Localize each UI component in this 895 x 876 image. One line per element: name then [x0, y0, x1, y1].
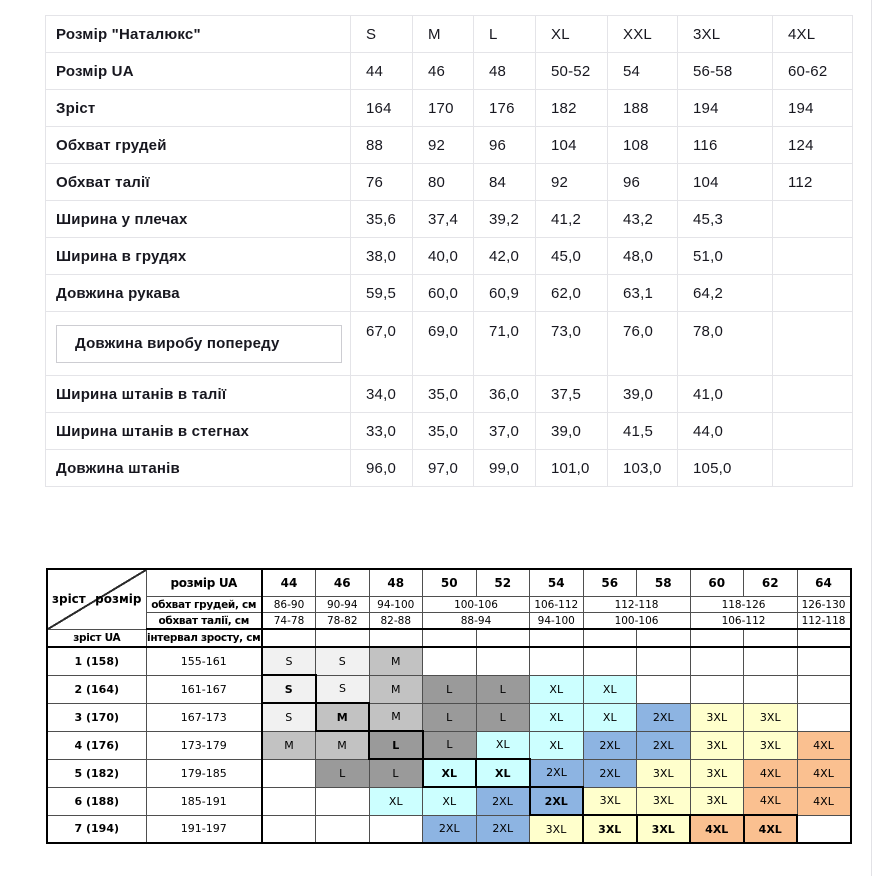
value-cell: 88 [351, 127, 413, 164]
size-cell: S [316, 647, 370, 675]
size-cell: 2XL [476, 815, 530, 843]
size-header-cell: 60 [690, 569, 744, 597]
empty-cell [369, 815, 423, 843]
size-cell: 3XL [690, 731, 744, 759]
value-cell: 96 [608, 164, 678, 201]
size-cell: 3XL [637, 787, 691, 815]
value-cell: 37,5 [536, 376, 608, 413]
size-cell: 2XL [583, 731, 637, 759]
matrix-header-chest-row [47, 597, 851, 613]
value-cell: 97,0 [413, 450, 474, 487]
value-cell: 67,0 [351, 312, 413, 376]
corner-size-axis-label: розмір [95, 592, 142, 607]
value-cell: L [474, 16, 536, 53]
empty-cell [316, 815, 370, 843]
row-label: Розмір UA [46, 53, 351, 90]
size-cell: S [262, 647, 316, 675]
size-cell: 4XL [744, 787, 798, 815]
size-cell: 2XL [637, 731, 691, 759]
waist-range-cell: 94-100 [530, 613, 584, 630]
size-header-cell: 44 [262, 569, 316, 597]
matrix-row [47, 703, 851, 731]
waist-range-cell: 88-94 [423, 613, 530, 630]
value-cell: 39,0 [608, 376, 678, 413]
empty-cell [262, 815, 316, 843]
size-header-cell: 56 [583, 569, 637, 597]
size-cell: 4XL [797, 787, 851, 815]
chest-range-cell: 118-126 [690, 597, 797, 613]
value-cell: 76,0 [608, 312, 678, 376]
empty-cell [744, 629, 798, 647]
value-cell: 60-62 [773, 53, 853, 90]
empty-cell [262, 787, 316, 815]
matrix-row [47, 647, 851, 675]
size-cell: L [423, 675, 477, 703]
value-cell: 73,0 [536, 312, 608, 376]
size-header-cell: 46 [316, 569, 370, 597]
height-interval-cell: 191-197 [146, 815, 262, 843]
value-cell: 35,0 [413, 413, 474, 450]
matrix-row [47, 675, 851, 703]
size-cell: L [316, 759, 370, 787]
empty-cell [637, 629, 691, 647]
value-cell: 45,0 [536, 238, 608, 275]
size-cell: S [262, 703, 316, 731]
table-row [46, 90, 853, 127]
value-cell: 48,0 [608, 238, 678, 275]
value-cell: 41,0 [678, 376, 773, 413]
height-row-label: 5 (182) [47, 759, 146, 787]
value-cell: 35,0 [413, 376, 474, 413]
empty-cell [797, 703, 851, 731]
chest-row-label: обхват грудей, см [146, 597, 262, 613]
size-header-cell: 62 [744, 569, 798, 597]
size-cell: 3XL [690, 703, 744, 731]
size-cell: M [369, 647, 423, 675]
size-cell: L [369, 731, 423, 759]
row-label: Ширина у плечах [46, 201, 351, 238]
value-cell: 170 [413, 90, 474, 127]
value-cell: 40,0 [413, 238, 474, 275]
size-cell: 4XL [744, 815, 798, 843]
chest-range-cell: 126-130 [797, 597, 851, 613]
waist-range-cell: 106-112 [690, 613, 797, 630]
value-cell: 63,1 [608, 275, 678, 312]
size-cell: 4XL [690, 815, 744, 843]
height-interval-cell: 167-173 [146, 703, 262, 731]
height-row-label: 6 (188) [47, 787, 146, 815]
empty-cell [637, 647, 691, 675]
row-label: Розмір "Наталюкс" [46, 16, 351, 53]
size-cell: XL [423, 787, 477, 815]
size-cell: M [316, 703, 370, 731]
value-cell: 36,0 [474, 376, 536, 413]
value-cell: 92 [413, 127, 474, 164]
value-cell: 60,0 [413, 275, 474, 312]
value-cell: 78,0 [678, 312, 773, 376]
chest-range-cell: 100-106 [423, 597, 530, 613]
matrix-subheader-row [47, 629, 851, 647]
chest-range-cell: 94-100 [369, 597, 423, 613]
value-cell: 104 [536, 127, 608, 164]
value-cell [773, 201, 853, 238]
size-cell: L [476, 703, 530, 731]
size-cell: 3XL [690, 787, 744, 815]
value-cell: 182 [536, 90, 608, 127]
value-cell: 194 [773, 90, 853, 127]
matrix-header-waist-row [47, 613, 851, 630]
size-cell: 4XL [744, 759, 798, 787]
empty-cell [637, 675, 691, 703]
size-cell: 4XL [797, 731, 851, 759]
value-cell: M [413, 16, 474, 53]
value-cell [773, 376, 853, 413]
size-cell: XL [583, 675, 637, 703]
matrix-row [47, 815, 851, 843]
size-header-cell: 48 [369, 569, 423, 597]
size-cell: S [262, 675, 316, 703]
value-cell: 99,0 [474, 450, 536, 487]
table-row [46, 376, 853, 413]
size-cell: 3XL [637, 815, 691, 843]
size-header-cell: 50 [423, 569, 477, 597]
row-label [46, 312, 351, 376]
size-cell: L [423, 703, 477, 731]
value-cell: 39,0 [536, 413, 608, 450]
size-cell: XL [530, 675, 584, 703]
row-label: Ширина в грудях [46, 238, 351, 275]
size-cell: 3XL [744, 731, 798, 759]
value-cell: 38,0 [351, 238, 413, 275]
empty-cell [797, 675, 851, 703]
value-cell: S [351, 16, 413, 53]
value-cell: 124 [773, 127, 853, 164]
size-cell: XL [476, 731, 530, 759]
size-row-label: розмір UA [146, 569, 262, 597]
value-cell: 3XL [678, 16, 773, 53]
empty-cell [423, 647, 477, 675]
waist-row-label: обхват талії, см [146, 613, 262, 630]
value-cell: 44,0 [678, 413, 773, 450]
value-cell: 103,0 [608, 450, 678, 487]
size-header-cell: 54 [530, 569, 584, 597]
value-cell: 59,5 [351, 275, 413, 312]
size-cell: 3XL [744, 703, 798, 731]
waist-range-cell: 112-118 [797, 613, 851, 630]
size-cell: 3XL [690, 759, 744, 787]
value-cell: 105,0 [678, 450, 773, 487]
waist-range-cell: 82-88 [369, 613, 423, 630]
value-cell: 39,2 [474, 201, 536, 238]
size-cell: L [476, 675, 530, 703]
chest-range-cell: 86-90 [262, 597, 316, 613]
empty-cell [797, 647, 851, 675]
value-cell: 56-58 [678, 53, 773, 90]
value-cell: 41,2 [536, 201, 608, 238]
empty-cell [583, 647, 637, 675]
value-cell: 176 [474, 90, 536, 127]
height-interval-cell: 179-185 [146, 759, 262, 787]
row-label: Ширина штанів в талії [46, 376, 351, 413]
height-interval-cell: 173-179 [146, 731, 262, 759]
value-cell: 194 [678, 90, 773, 127]
value-cell: 64,2 [678, 275, 773, 312]
height-interval-cell: 161-167 [146, 675, 262, 703]
empty-cell [797, 629, 851, 647]
size-cell: S [316, 675, 370, 703]
size-header-cell: 52 [476, 569, 530, 597]
matrix-row [47, 731, 851, 759]
table-row [46, 127, 853, 164]
value-cell: 45,3 [678, 201, 773, 238]
matrix-row [47, 759, 851, 787]
size-cell: XL [530, 703, 584, 731]
row-label: Довжина штанів [46, 450, 351, 487]
row-label: Довжина рукава [46, 275, 351, 312]
corner-cell [47, 569, 146, 629]
height-interval-cell: 185-191 [146, 787, 262, 815]
empty-cell [530, 647, 584, 675]
value-cell: 44 [351, 53, 413, 90]
size-cell: XL [369, 787, 423, 815]
boxed-row-label: Довжина виробу попереду [56, 325, 342, 363]
size-cell: M [262, 731, 316, 759]
value-cell: 34,0 [351, 376, 413, 413]
size-cell: 2XL [583, 759, 637, 787]
empty-cell [530, 629, 584, 647]
value-cell: 42,0 [474, 238, 536, 275]
value-cell: 71,0 [474, 312, 536, 376]
empty-cell [262, 759, 316, 787]
table-row [46, 275, 853, 312]
matrix-row [47, 787, 851, 815]
waist-range-cell: 74-78 [262, 613, 316, 630]
value-cell: 37,0 [474, 413, 536, 450]
height-row-label: 2 (164) [47, 675, 146, 703]
row-label: Обхват талії [46, 164, 351, 201]
value-cell: 37,4 [413, 201, 474, 238]
empty-cell [744, 647, 798, 675]
value-cell: 46 [413, 53, 474, 90]
value-cell [773, 413, 853, 450]
table-row [46, 164, 853, 201]
size-cell: 2XL [530, 759, 584, 787]
size-cell: M [316, 731, 370, 759]
empty-cell [690, 629, 744, 647]
size-header-cell: 64 [797, 569, 851, 597]
size-cell: 3XL [637, 759, 691, 787]
value-cell [773, 312, 853, 376]
empty-cell [797, 815, 851, 843]
table-row [46, 450, 853, 487]
size-cell: 4XL [797, 759, 851, 787]
size-cell: M [369, 675, 423, 703]
size-cell: M [369, 703, 423, 731]
size-cell: 2XL [530, 787, 584, 815]
value-cell: 164 [351, 90, 413, 127]
height-row-label: 1 (158) [47, 647, 146, 675]
value-cell: 35,6 [351, 201, 413, 238]
value-cell: 96,0 [351, 450, 413, 487]
value-cell: XXL [608, 16, 678, 53]
size-cell: XL [530, 731, 584, 759]
value-cell: 84 [474, 164, 536, 201]
chest-range-cell: 106-112 [530, 597, 584, 613]
size-cell: L [423, 731, 477, 759]
chest-range-cell: 90-94 [316, 597, 370, 613]
interval-label: інтервал зросту, см [146, 629, 262, 647]
value-cell: 41,5 [608, 413, 678, 450]
value-cell: 54 [608, 53, 678, 90]
page-edge-divider [871, 0, 872, 876]
size-cell: 2XL [637, 703, 691, 731]
size-cell: XL [476, 759, 530, 787]
empty-cell [316, 629, 370, 647]
empty-cell [690, 647, 744, 675]
matrix-header-sizes-row [47, 569, 851, 597]
height-ua-label: зріст UA [47, 629, 146, 647]
empty-cell [690, 675, 744, 703]
empty-cell [583, 629, 637, 647]
value-cell: 116 [678, 127, 773, 164]
size-cell: 3XL [583, 787, 637, 815]
value-cell: 80 [413, 164, 474, 201]
table-row [46, 53, 853, 90]
height-row-label: 3 (170) [47, 703, 146, 731]
size-matrix-table [46, 568, 852, 844]
value-cell: 188 [608, 90, 678, 127]
value-cell: 50-52 [536, 53, 608, 90]
table-row [46, 16, 853, 53]
row-label: Ширина штанів в стегнах [46, 413, 351, 450]
size-cell: 3XL [530, 815, 584, 843]
size-cell: XL [583, 703, 637, 731]
size-header-cell: 58 [637, 569, 691, 597]
empty-cell [316, 787, 370, 815]
value-cell: 96 [474, 127, 536, 164]
value-cell: 43,2 [608, 201, 678, 238]
empty-cell [369, 629, 423, 647]
size-table-body [46, 16, 853, 487]
empty-cell [476, 629, 530, 647]
value-cell: 4XL [773, 16, 853, 53]
value-cell: 60,9 [474, 275, 536, 312]
value-cell [773, 450, 853, 487]
value-cell: 48 [474, 53, 536, 90]
value-cell: 108 [608, 127, 678, 164]
value-cell: 112 [773, 164, 853, 201]
empty-cell [476, 647, 530, 675]
table-row [46, 413, 853, 450]
size-cell: 2XL [476, 787, 530, 815]
size-cell: L [369, 759, 423, 787]
value-cell: 76 [351, 164, 413, 201]
row-label: Обхват грудей [46, 127, 351, 164]
value-cell: 69,0 [413, 312, 474, 376]
height-row-label: 4 (176) [47, 731, 146, 759]
value-cell: XL [536, 16, 608, 53]
value-cell: 51,0 [678, 238, 773, 275]
waist-range-cell: 78-82 [316, 613, 370, 630]
value-cell: 92 [536, 164, 608, 201]
empty-cell [423, 629, 477, 647]
size-cell: 3XL [583, 815, 637, 843]
corner-height-axis-label: зріст [52, 592, 86, 607]
chest-range-cell: 112-118 [583, 597, 690, 613]
height-interval-cell: 155-161 [146, 647, 262, 675]
value-cell: 33,0 [351, 413, 413, 450]
value-cell: 62,0 [536, 275, 608, 312]
row-label: Зріст [46, 90, 351, 127]
waist-range-cell: 100-106 [583, 613, 690, 630]
empty-cell [262, 629, 316, 647]
height-row-label: 7 (194) [47, 815, 146, 843]
empty-cell [744, 675, 798, 703]
size-table [45, 15, 853, 487]
value-cell [773, 238, 853, 275]
value-cell: 104 [678, 164, 773, 201]
size-cell: XL [423, 759, 477, 787]
size-cell: 2XL [423, 815, 477, 843]
table-row [46, 201, 853, 238]
value-cell: 101,0 [536, 450, 608, 487]
value-cell [773, 275, 853, 312]
table-row [46, 238, 853, 275]
table-row [46, 312, 853, 376]
